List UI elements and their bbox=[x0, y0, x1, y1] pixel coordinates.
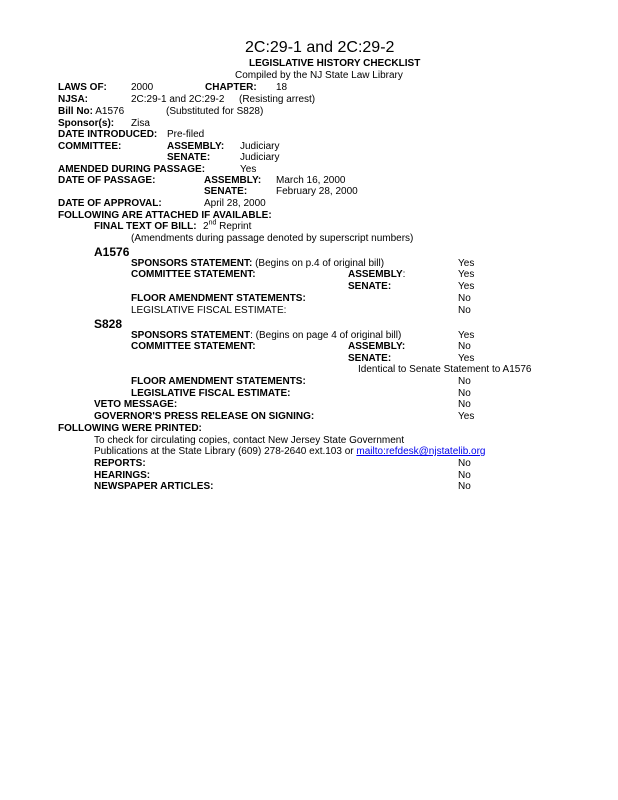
s828-identical-note: Identical to Senate Statement to A1576 bbox=[358, 364, 532, 375]
reports-label: REPORTS: bbox=[94, 458, 146, 469]
s828-sponsors-value: Yes bbox=[458, 330, 475, 341]
date-of-approval-label: DATE OF APPROVAL: bbox=[58, 198, 162, 209]
s828-committee-label: COMMITTEE STATEMENT: bbox=[131, 341, 256, 352]
a1576-committee-label: COMMITTEE STATEMENT: bbox=[131, 269, 256, 280]
s828-senate-label: SENATE: bbox=[348, 353, 392, 364]
a1576-fiscal-label: LEGISLATIVE FISCAL ESTIMATE: bbox=[131, 305, 287, 316]
following-attached-heading: FOLLOWING ARE ATTACHED IF AVAILABLE: bbox=[58, 210, 272, 221]
date-introduced-value: Pre-filed bbox=[167, 129, 205, 140]
a1576-assembly-label: ASSEMBLY bbox=[348, 269, 403, 280]
refdesk-email-link[interactable]: mailto:refdesk@njstatelib.org bbox=[356, 446, 486, 457]
s828-assembly-value: No bbox=[458, 341, 471, 352]
final-text-note: (Amendments during passage denoted by superscript numbers) bbox=[131, 233, 414, 244]
njsa-value: 2C:29-1 and 2C:29-2 bbox=[131, 94, 225, 105]
s828-assembly-label: ASSEMBLY: bbox=[348, 341, 406, 352]
committee-senate-label: SENATE: bbox=[167, 152, 211, 163]
newspaper-label: NEWSPAPER ARTICLES: bbox=[94, 481, 214, 492]
a1576-assembly-row bbox=[348, 269, 405, 281]
check-line-2 bbox=[94, 446, 486, 458]
a1576-assembly-colon: : bbox=[402, 269, 406, 280]
a1576-heading: A1576 bbox=[94, 245, 130, 259]
final-text-num: 2 bbox=[203, 221, 209, 232]
s828-heading: S828 bbox=[94, 317, 123, 331]
s828-floor-value: No bbox=[458, 376, 471, 387]
a1576-floor-label: FLOOR AMENDMENT STATEMENTS: bbox=[131, 293, 306, 304]
s828-fiscal-value: No bbox=[458, 388, 471, 399]
a1576-floor-value: No bbox=[458, 293, 471, 304]
bill-no-label: Bill No: bbox=[58, 106, 93, 117]
committee-label: COMMITTEE: bbox=[58, 141, 122, 152]
amended-label: AMENDED DURING PASSAGE: bbox=[58, 164, 206, 175]
page-title: 2C:29-1 and 2C:29-2 bbox=[245, 39, 395, 56]
date-of-approval-value: April 28, 2000 bbox=[204, 198, 266, 209]
final-text-label: FINAL TEXT OF BILL: bbox=[94, 221, 197, 232]
laws-of-value: 2000 bbox=[131, 82, 154, 93]
s828-senate-value: Yes bbox=[458, 353, 475, 364]
s828-sponsors-note: : (Begins on page 4 of original bill) bbox=[250, 330, 402, 341]
hearings-label: HEARINGS: bbox=[94, 470, 151, 481]
bill-no-row bbox=[58, 106, 124, 118]
chapter-value: 18 bbox=[276, 82, 288, 93]
s828-sponsors-label: SPONSORS STATEMENT bbox=[131, 330, 251, 341]
a1576-sponsors-note: (Begins on p.4 of original bill) bbox=[252, 258, 385, 269]
njsa-note: (Resisting arrest) bbox=[239, 94, 316, 105]
page-subtitle: LEGISLATIVE HISTORY CHECKLIST bbox=[249, 58, 421, 69]
final-text-sup: nd bbox=[208, 219, 217, 227]
bill-no-value: A1576 bbox=[95, 106, 125, 117]
a1576-fiscal-value: No bbox=[458, 305, 471, 316]
final-text-value bbox=[203, 221, 251, 233]
compiled-by: Compiled by the NJ State Law Library bbox=[235, 70, 403, 81]
date-of-passage-label: DATE OF PASSAGE: bbox=[58, 175, 156, 186]
date-introduced-label: DATE INTRODUCED: bbox=[58, 129, 158, 140]
governor-value: Yes bbox=[458, 411, 475, 422]
chapter-label: CHAPTER: bbox=[205, 82, 257, 93]
a1576-assembly-value: Yes bbox=[458, 269, 475, 280]
sponsors-label: Sponsor(s): bbox=[58, 118, 115, 129]
a1576-senate-value: Yes bbox=[458, 281, 475, 292]
committee-assembly-label: ASSEMBLY: bbox=[167, 141, 225, 152]
final-text-rest: Reprint bbox=[216, 221, 252, 232]
governor-label: GOVERNOR'S PRESS RELEASE ON SIGNING: bbox=[94, 411, 315, 422]
committee-assembly-value: Judiciary bbox=[240, 141, 280, 152]
a1576-sponsors-label: SPONSORS STATEMENT: bbox=[131, 258, 253, 269]
njsa-label: NJSA: bbox=[58, 94, 89, 105]
following-printed-heading: FOLLOWING WERE PRINTED: bbox=[58, 423, 202, 434]
a1576-senate-label: SENATE: bbox=[348, 281, 392, 292]
a1576-sponsors-value: Yes bbox=[458, 258, 475, 269]
committee-senate-value: Judiciary bbox=[240, 152, 280, 163]
check-line-2-text: Publications at the State Library (609) 278-2640 ext.103 or bbox=[94, 446, 357, 457]
amended-value: Yes bbox=[240, 164, 257, 175]
passage-assembly-label: ASSEMBLY: bbox=[204, 175, 262, 186]
s828-fiscal-label: LEGISLATIVE FISCAL ESTIMATE: bbox=[131, 388, 291, 399]
veto-label: VETO MESSAGE: bbox=[94, 399, 178, 410]
hearings-value: No bbox=[458, 470, 471, 481]
passage-senate-value: February 28, 2000 bbox=[276, 186, 358, 197]
bill-no-note: (Substituted for S828) bbox=[166, 106, 264, 117]
veto-value: No bbox=[458, 399, 471, 410]
passage-senate-label: SENATE: bbox=[204, 186, 248, 197]
check-line-1: To check for circulating copies, contact New Jersey State Government bbox=[94, 435, 405, 446]
reports-value: No bbox=[458, 458, 471, 469]
s828-floor-label: FLOOR AMENDMENT STATEMENTS: bbox=[131, 376, 306, 387]
sponsors-value: Zisa bbox=[131, 118, 150, 129]
laws-of-label: LAWS OF: bbox=[58, 82, 107, 93]
passage-assembly-value: March 16, 2000 bbox=[276, 175, 346, 186]
newspaper-value: No bbox=[458, 481, 471, 492]
